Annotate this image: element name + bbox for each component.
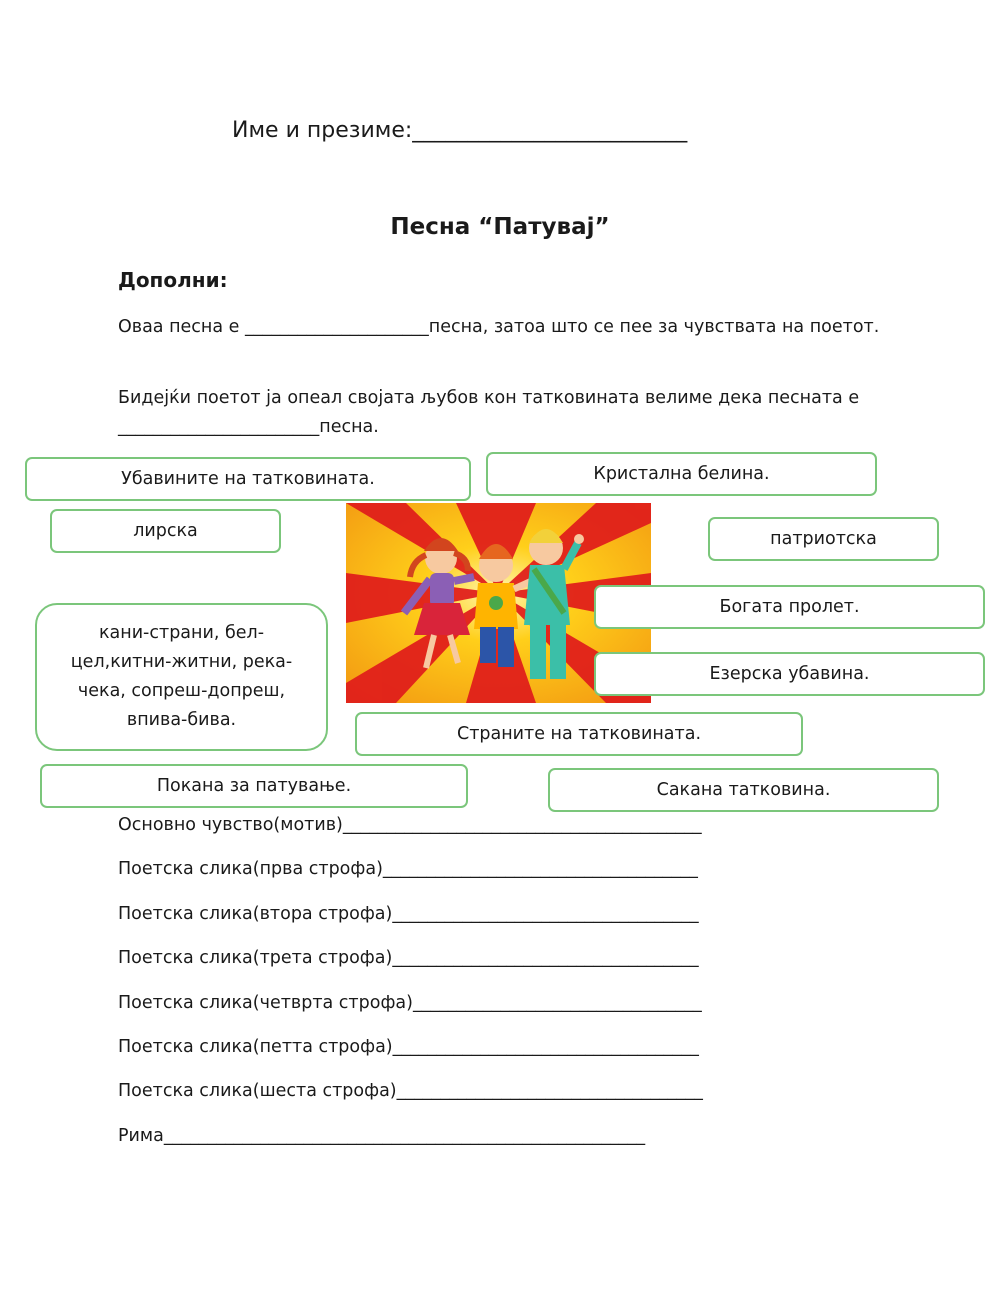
- answer-line-blank[interactable]: ___________________________________: [392, 948, 699, 968]
- answer-line-label: Поетска слика(шеста строфа): [118, 1081, 397, 1101]
- answer-card[interactable]: Страните на татковината.: [355, 712, 803, 756]
- answer-line-stanza-2: [118, 904, 699, 924]
- answer-line-label: Поетска слика(четврта строфа): [118, 993, 413, 1013]
- answer-line-blank[interactable]: ___________________________________: [392, 1037, 699, 1057]
- answer-line-label: Рима: [118, 1126, 164, 1146]
- answer-line-stanza-6: [118, 1081, 703, 1101]
- answer-line-stanza-1: [118, 859, 698, 879]
- answer-line-label: Поетска слика(прва строфа): [118, 859, 383, 879]
- drop-blank-1[interactable]: _____________________: [245, 317, 429, 337]
- name-label: Име и презиме:: [232, 118, 413, 143]
- answer-line-label: Поетска слика(петта строфа): [118, 1037, 393, 1057]
- answer-card[interactable]: Сакана татковина.: [548, 768, 939, 812]
- answer-card[interactable]: Кристална белина.: [486, 452, 877, 496]
- sentence-1: [118, 313, 888, 342]
- answer-card[interactable]: Покана за патување.: [40, 764, 468, 808]
- answer-line-label: Поетска слика(трета строфа): [118, 948, 393, 968]
- answer-line-blank[interactable]: _______________________________________________________: [163, 1126, 646, 1146]
- answer-line-label: Основно чувство(мотив): [118, 815, 343, 835]
- sentence-2-end: песна.: [319, 417, 379, 437]
- answer-line-blank[interactable]: ___________________________________: [396, 1081, 703, 1101]
- sentence-1-end: песна, затоа што се пее за чувствата на поетот.: [428, 317, 880, 337]
- sentence-1-start: Оваа песна е: [118, 317, 245, 337]
- answer-line-stanza-5: [118, 1037, 699, 1057]
- answer-card[interactable]: Богата пролет.: [594, 585, 985, 629]
- page-title: Песна “Патувај”: [390, 214, 610, 240]
- name-blank[interactable]: _________________________: [412, 118, 688, 143]
- answer-card[interactable]: лирска: [50, 509, 281, 553]
- answer-line-blank[interactable]: ___________________________________: [392, 904, 699, 924]
- drop-blank-2[interactable]: _______________________: [118, 417, 320, 437]
- answer-line-label: Поетска слика(втора строфа): [118, 904, 393, 924]
- answer-line-blank[interactable]: _________________________________: [412, 993, 702, 1013]
- sentence-2: [118, 384, 888, 442]
- name-field: [232, 118, 687, 143]
- sentence-2-start: Бидејќи поетот ја опеал својата љубов кон татковината велиме дека песната е: [118, 388, 860, 408]
- answer-line-blank[interactable]: ____________________________________: [382, 859, 698, 879]
- answer-card[interactable]: Убавините на татковината.: [25, 457, 471, 501]
- answer-card[interactable]: патриотска: [708, 517, 939, 561]
- answer-line-motif: [118, 815, 702, 835]
- instruction-heading: Дополни:: [118, 268, 228, 292]
- answer-line-stanza-3: [118, 948, 699, 968]
- answer-card[interactable]: Езерска убавина.: [594, 652, 985, 696]
- answer-line-rhyme: [118, 1126, 645, 1146]
- answer-line-stanza-4: [118, 993, 702, 1013]
- answer-line-blank[interactable]: _________________________________________: [342, 815, 702, 835]
- answer-card-rhymes[interactable]: кани-страни, бел-цел,китни-житни, река-чека, сопреш-допреш, впива-бива.: [35, 603, 328, 751]
